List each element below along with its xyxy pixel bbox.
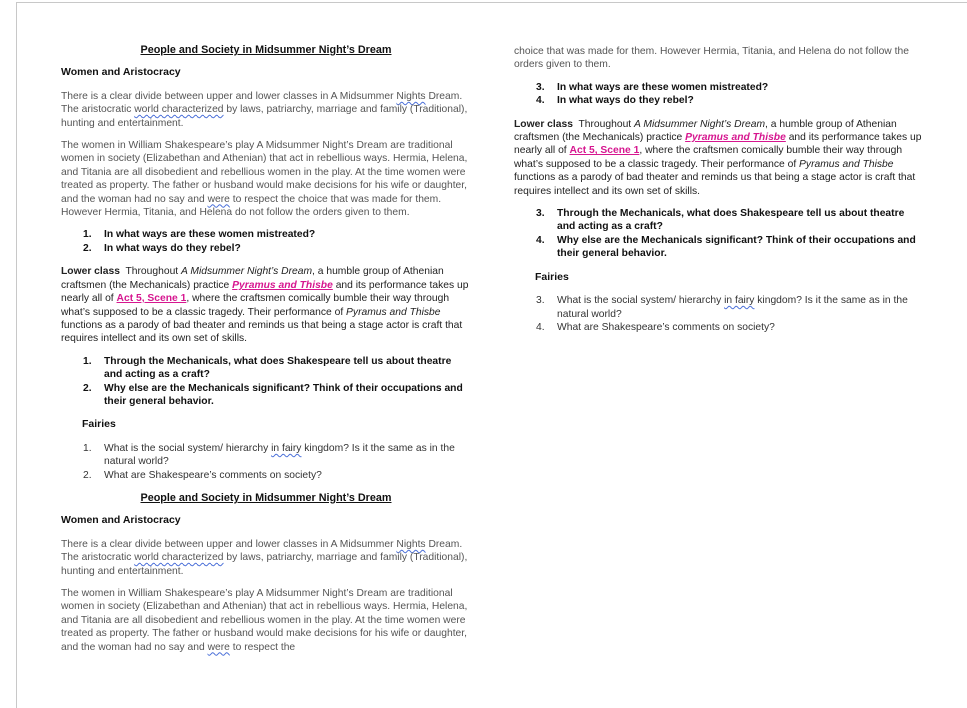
doc-title[interactable]: People and Society in Midsummer Night’s Dream [140, 44, 392, 56]
right-column [514, 45, 924, 344]
intro-paragraph-repeat: There is a clear divide between upper and lower classes in A Midsummer Nights Dream. The aristocratic world characterized by laws, patriarchy, marriage and family (Traditional), hunting and entertainment. [61, 538, 468, 577]
list-item: 1. In what ways are these women mistreated? [83, 229, 316, 241]
list-item: 3. In what ways are these women mistreated? [536, 81, 769, 93]
page-left-edge [16, 2, 17, 708]
doc-title-repeat[interactable]: People and Society in Midsummer Night’s Dream [140, 491, 392, 504]
list-item: 1. Through the Mechanicals, what does Shakespeare tell us about theatre and acting as a craft? [83, 355, 452, 381]
women-paragraph-repeat: The women in William Shakespeare’s play A Midsummer Night’s Dream are traditional women in society (Elizabethan and Athenian) that act in rebellious ways. Hermia, Helena, and Titania are all disobedient and rebellious women in the play. At the time women were treated as property. The father or husband would make decisions for his wife or daughter, and the woman had no say and were to respect the [61, 588, 468, 653]
fairies-questions-repeat [514, 294, 924, 334]
women-questions [61, 228, 471, 255]
list-item: 1. What is the social system/ hierarchy in fairy kingdom? Is it the same as in the natural world? [83, 442, 455, 468]
list-item: 4. What are Shakespeare’s comments on society? [536, 321, 775, 333]
list-item: 3. What is the social system/ hierarchy in fairy kingdom? Is it the same as in the natural world? [536, 295, 908, 320]
section-heading-fairies: Fairies [82, 418, 116, 431]
fairies-questions [61, 442, 471, 482]
section-heading-women: Women and Aristocracy [61, 66, 181, 79]
act5-link[interactable]: Act 5, Scene 1 [116, 293, 187, 305]
list-item: 4. In what ways do they rebel? [536, 95, 694, 107]
mechanicals-questions [61, 355, 471, 409]
act5-link[interactable]: Act 5, Scene 1 [569, 145, 640, 157]
women-paragraph-continued: choice that was made for them. However Hermia, Titania, and Helena do not follow the orders given to them. [514, 46, 909, 71]
list-item: 2. In what ways do they rebel? [83, 242, 241, 254]
women-paragraph: The women in William Shakespeare’s play A Midsummer Night’s Dream are traditional women in society (Elizabethan and Athenian) that act in rebellious ways. Hermia, Helena, and Titania are all disobedient and rebellious women in the play. At the time women were treated as property. The father or husband would make decisions for his wife or daughter, and the woman had no say and were to respect the choice that was made for them. However Hermia, Titania, and Helena do not follow the orders given to them. [61, 140, 468, 219]
list-item: 2. What are Shakespeare’s comments on society? [83, 469, 322, 481]
mechanicals-questions-repeat [514, 207, 924, 261]
list-item: 4. Why else are the Mechanicals significant? Think of their occupations and their general behavior. [536, 234, 916, 260]
intro-paragraph: There is a clear divide between upper and lower classes in A Midsummer Nights Dream. The aristocratic world characterized by laws, patriarchy, marriage and family (Traditional), hunting and entertainment. [61, 90, 468, 129]
lower-class-paragraph: Lower class Throughout A Midsummer Night’s Dream, a humble group of Athenian craftsmen (the Mechanicals) practice Pyramus and Thisbe and its performance takes up nearly all of Act 5, Scene 1, where the craftsmen comically bumble their way through what’s supposed to be a classic tragedy. Their performance of Pyramus and Thisbe functions as a parody of bad theater and reminds us that being a stage actor is craft that requires intellect and its own set of skills. [61, 266, 469, 345]
section-heading-fairies-repeat: Fairies [535, 270, 569, 283]
list-item: 3. Through the Mechanicals, what does Shakespeare tell us about theatre and acting as a craft? [536, 208, 905, 233]
list-item: 2. Why else are the Mechanicals significant? Think of their occupations and their general behavior. [83, 382, 463, 407]
page-top-edge [16, 2, 967, 3]
women-questions-repeat [514, 81, 924, 108]
left-column [61, 44, 471, 663]
lower-class-paragraph-repeat: Lower class Throughout A Midsummer Night’s Dream, a humble group of Athenian craftsmen (the Mechanicals) practice Pyramus and Thisbe and its performance takes up nearly all of Act 5, Scene 1, where the craftsmen comically bumble their way through what’s supposed to be a classic tragedy. Their performance of Pyramus and Thisbe functions as a parody of bad theater and reminds us that being a stage actor is craft that requires intellect and its own set of skills. [514, 118, 922, 197]
section-heading-women-repeat: Women and Aristocracy [61, 514, 181, 527]
pyramus-link[interactable]: Pyramus and Thisbe [232, 279, 333, 291]
pyramus-link[interactable]: Pyramus and Thisbe [685, 132, 786, 144]
